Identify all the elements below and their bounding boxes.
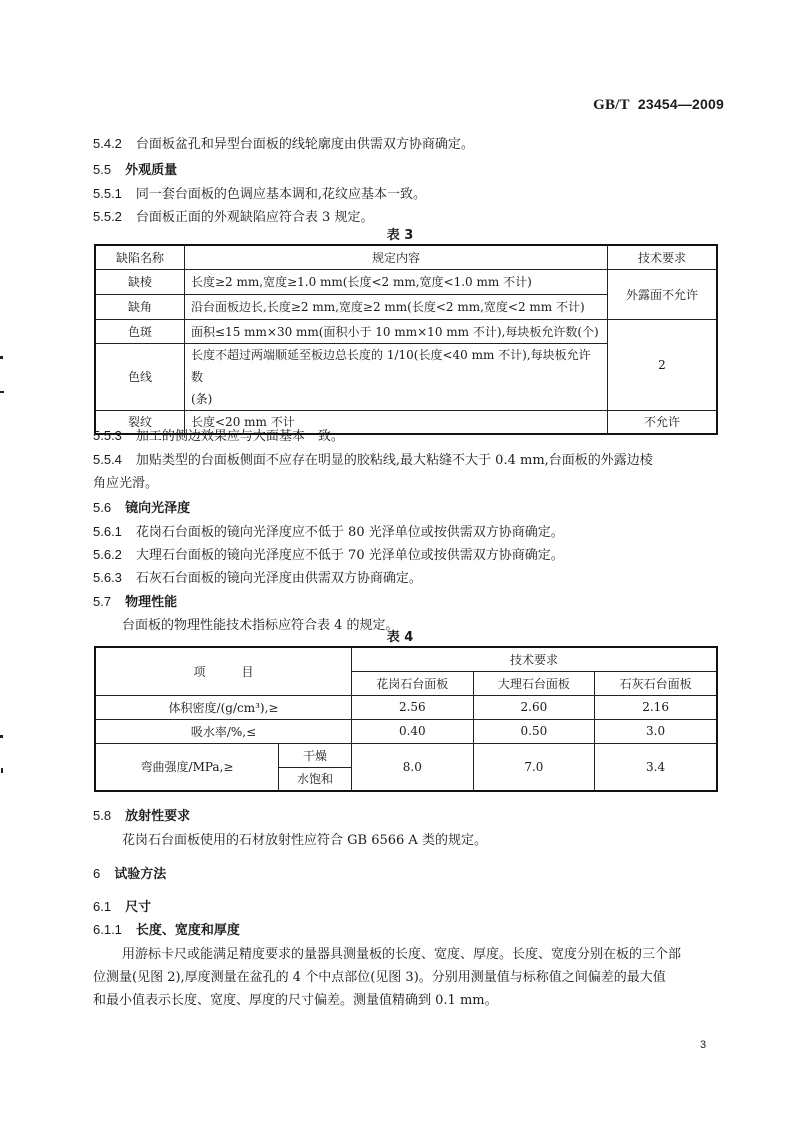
scan-mark [1, 768, 3, 773]
clause-5-6-1 [93, 521, 564, 540]
header-marble: 大理石台面板 [473, 671, 595, 695]
table-4-physical-properties [94, 646, 718, 792]
property-name: 弯曲强度/MPa,≥ [95, 743, 279, 791]
paragraph-6-1-1-line-1: 用游标卡尺或能满足精度要求的量器具测量板的长度、宽度、厚度。长度、宽度分别在板的三个部 [122, 947, 682, 962]
defect-requirement: 2 [608, 319, 718, 410]
value-limestone: 3.0 [595, 719, 717, 743]
heading-5-8 [93, 805, 190, 824]
clause-5-5-4 [93, 449, 653, 468]
clause-number: 5.6.1 [93, 524, 122, 539]
clause-5-5-2 [93, 206, 373, 225]
defect-content [185, 343, 608, 410]
heading-number: 5.8 [93, 808, 112, 823]
clause-number: 5.6.2 [93, 547, 122, 562]
defect-name: 缺角 [95, 294, 185, 319]
standard-code [593, 96, 724, 114]
property-name: 体积密度/(g/cm³),≥ [95, 695, 352, 719]
clause-5-6-2 [93, 544, 564, 563]
table-4-caption: 表 4 [386, 630, 414, 645]
standard-code-prefix: GB/T [593, 97, 630, 113]
value-granite: 0.40 [352, 719, 474, 743]
clause-text: 花岗石台面板的镜向光泽度应不低于 80 光泽单位或按供需双方协商确定。 [135, 525, 564, 540]
heading-text: 试验方法 [114, 867, 167, 882]
value-marble: 7.0 [473, 743, 595, 791]
scan-mark [0, 735, 3, 738]
heading-text: 长度、宽度和厚度 [135, 923, 240, 938]
clause-number: 5.6.3 [93, 570, 122, 585]
condition-dry: 干燥 [279, 743, 352, 767]
heading-text: 镜向光泽度 [125, 501, 191, 516]
standard-code-number: 23454—2009 [637, 96, 724, 112]
heading-number: 6.1 [93, 899, 112, 914]
clause-5-5-4-continued: 角应光滑。 [93, 476, 159, 491]
header-limestone: 石灰石台面板 [595, 671, 717, 695]
header-granite: 花岗石台面板 [352, 671, 474, 695]
defect-content: 长度<20 mm 不计 [185, 410, 608, 434]
header-defect-name: 缺陷名称 [95, 245, 185, 269]
table-row [95, 719, 717, 743]
clause-text: 加工的侧边效果应与大面基本一致。 [135, 429, 344, 444]
scan-mark [0, 356, 3, 359]
defect-content: 长度≥2 mm,宽度≥1.0 mm(长度<2 mm,宽度<1.0 mm 不计) [185, 269, 608, 294]
clause-5-5-1 [93, 183, 426, 202]
clause-text: 石灰石台面板的镜向光泽度由供需双方协商确定。 [135, 571, 422, 586]
heading-number: 5.6 [93, 500, 112, 515]
defect-name: 裂纹 [95, 410, 185, 434]
paragraph-5-7: 台面板的物理性能技术指标应符合表 4 的规定。 [122, 618, 399, 633]
heading-text: 放射性要求 [125, 809, 191, 824]
value-granite: 8.0 [352, 743, 474, 791]
heading-6 [93, 863, 166, 882]
header-technical-requirements: 技术要求 [352, 647, 718, 671]
property-name: 吸水率/%,≤ [95, 719, 352, 743]
content-line: 长度不超过两端顺延至板边总长度的 1/10(长度<40 mm 不计),每块板允许数 [191, 347, 591, 384]
clause-5-6-3 [93, 567, 422, 586]
clause-5-5-3 [93, 425, 344, 444]
table-row [95, 269, 717, 294]
heading-text: 外观质量 [125, 163, 178, 178]
clause-5-4-2 [93, 133, 474, 152]
heading-5-6 [93, 497, 190, 516]
clause-number: 5.4.2 [93, 136, 122, 151]
heading-number: 5.7 [93, 594, 112, 609]
clause-text: 台面板正面的外观缺陷应符合表 3 规定。 [135, 210, 374, 225]
header-requirement: 技术要求 [608, 245, 718, 269]
defect-requirement: 不允许 [608, 410, 718, 434]
heading-number: 6.1.1 [93, 922, 122, 937]
table-row [95, 743, 717, 767]
defect-content: 沿台面板边长,长度≥2 mm,宽度≥2 mm(长度<2 mm,宽度<2 mm 不计) [185, 294, 608, 319]
page-number: 3 [700, 1039, 707, 1051]
clause-text: 台面板盆孔和异型台面板的线轮廓度由供需双方协商确定。 [135, 137, 474, 152]
table-3-caption: 表 3 [386, 228, 414, 243]
table-3-defects [94, 244, 718, 435]
defect-name: 色斑 [95, 319, 185, 343]
defect-requirement: 外露面不允许 [608, 269, 718, 319]
value-limestone: 2.16 [595, 695, 717, 719]
clause-number: 5.5.3 [93, 428, 122, 443]
value-limestone: 3.4 [595, 743, 717, 791]
clause-text: 大理石台面板的镜向光泽度应不低于 70 光泽单位或按供需双方协商确定。 [135, 548, 564, 563]
clause-number: 5.5.4 [93, 452, 122, 467]
heading-6-1 [93, 896, 151, 915]
header-content: 规定内容 [185, 245, 608, 269]
paragraph-5-8: 花岗石台面板使用的石材放射性应符合 GB 6566 A 类的规定。 [122, 833, 487, 848]
heading-5-5 [93, 159, 177, 178]
clause-text: 加贴类型的台面板侧面不应存在明显的胶粘线,最大粘缝不大于 0.4 mm,台面板的外露边棱 [135, 453, 653, 468]
table-row [95, 319, 717, 343]
table-row [95, 695, 717, 719]
value-marble: 2.60 [473, 695, 595, 719]
heading-number: 6 [93, 866, 101, 881]
clause-number: 5.5.2 [93, 209, 122, 224]
paragraph-6-1-1-line-2: 位测量(见图 2),厚度测量在盆孔的 4 个中点部位(见图 3)。分别用测量值与标称值之间偏差的最大值 [93, 970, 666, 985]
paragraph-6-1-1-line-3: 和最小值表示长度、宽度、厚度的尺寸偏差。测量值精确到 0.1 mm。 [93, 993, 498, 1008]
heading-5-7 [93, 591, 177, 610]
value-marble: 0.50 [473, 719, 595, 743]
heading-text: 物理性能 [125, 595, 178, 610]
defect-name: 缺棱 [95, 269, 185, 294]
clause-number: 5.5.1 [93, 186, 122, 201]
clause-text: 同一套台面板的色调应基本调和,花纹应基本一致。 [135, 187, 427, 202]
condition-saturated: 水饱和 [279, 767, 352, 791]
heading-number: 5.5 [93, 162, 112, 177]
heading-6-1-1 [93, 919, 240, 938]
value-granite: 2.56 [352, 695, 474, 719]
heading-text: 尺寸 [125, 900, 152, 915]
header-item: 项 目 [95, 647, 352, 695]
defect-content: 面积≤15 mm×30 mm(面积小于 10 mm×10 mm 不计),每块板允许数(个) [185, 319, 608, 343]
content-line: (条) [191, 391, 213, 406]
table-header-row [95, 647, 717, 671]
table-header-row [95, 245, 717, 269]
defect-name: 色线 [95, 343, 185, 410]
scan-mark [0, 391, 4, 393]
